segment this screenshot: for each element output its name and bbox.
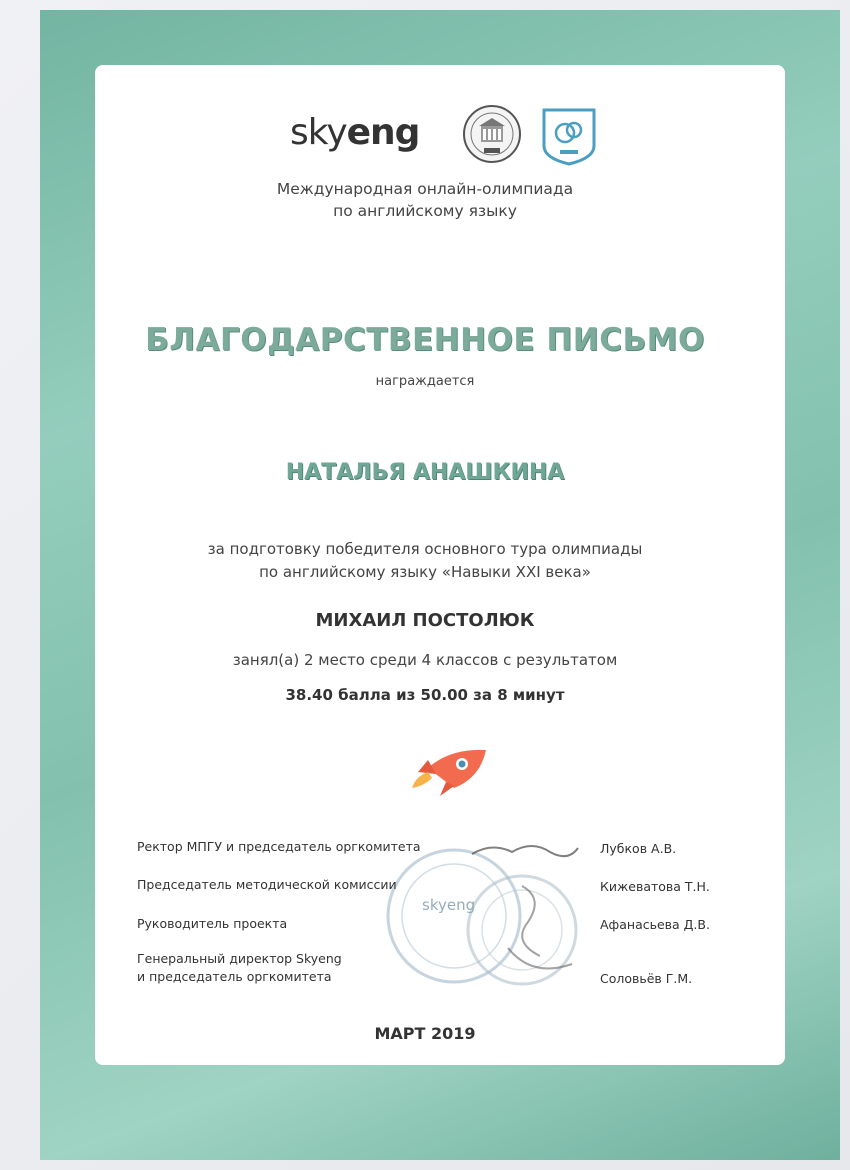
awarded-text: награждается <box>375 374 475 389</box>
place-text: занял(а) 2 место среди 4 классов с результатом <box>232 651 618 669</box>
recipient-name: НАТАЛЬЯ АНАШКИНА <box>285 460 565 485</box>
signature-role-4-line-2: и председатель оргкомитета <box>137 969 332 984</box>
reason-text <box>0 538 850 584</box>
reason-line-1: за подготовку победителя основного тура олимпиады <box>207 540 643 558</box>
certificate-title: БЛАГОДАРСТВЕННОЕ ПИСЬМО <box>145 322 705 358</box>
reason-line-2: по английскому языку «Навыки XXI века» <box>259 563 591 581</box>
signature-role-4 <box>137 950 342 986</box>
rocket-icon <box>410 742 490 798</box>
signature-role-3: Руководитель проекта <box>137 916 288 931</box>
stamp-text: skyeng <box>422 896 476 914</box>
olympiad-title <box>0 178 850 222</box>
signature-name-4: Соловьёв Г.М. <box>600 971 693 986</box>
signature-name-1: Лубков А.В. <box>600 841 677 856</box>
logo-bold-part: eng <box>346 112 420 153</box>
mpgu-seal-icon <box>462 104 522 164</box>
olympiad-line-1: Международная онлайн-олимпиада <box>276 180 574 198</box>
signature-role-2: Председатель методической комиссии <box>137 877 397 892</box>
olympiad-line-2: по английскому языку <box>333 202 517 220</box>
signature-role-1: Ректор МПГУ и председатель оргкомитета <box>137 839 421 854</box>
certificate-date: МАРТ 2019 <box>374 1024 476 1043</box>
student-name: МИХАИЛ ПОСТОЛЮК <box>315 610 535 631</box>
signature-name-2: Кижеватова Т.Н. <box>600 879 710 894</box>
stamp-icon <box>372 838 592 998</box>
signature-name-3: Афанасьева Д.В. <box>600 917 710 932</box>
score-text: 38.40 балла из 50.00 за 8 минут <box>285 686 565 704</box>
signature-role-4-line-1: Генеральный директор Skyeng <box>137 951 342 966</box>
tsu-logo-icon <box>540 106 598 166</box>
logo-light-part: sky <box>290 112 347 153</box>
skyeng-logo <box>290 112 419 153</box>
logo-row <box>0 100 850 170</box>
